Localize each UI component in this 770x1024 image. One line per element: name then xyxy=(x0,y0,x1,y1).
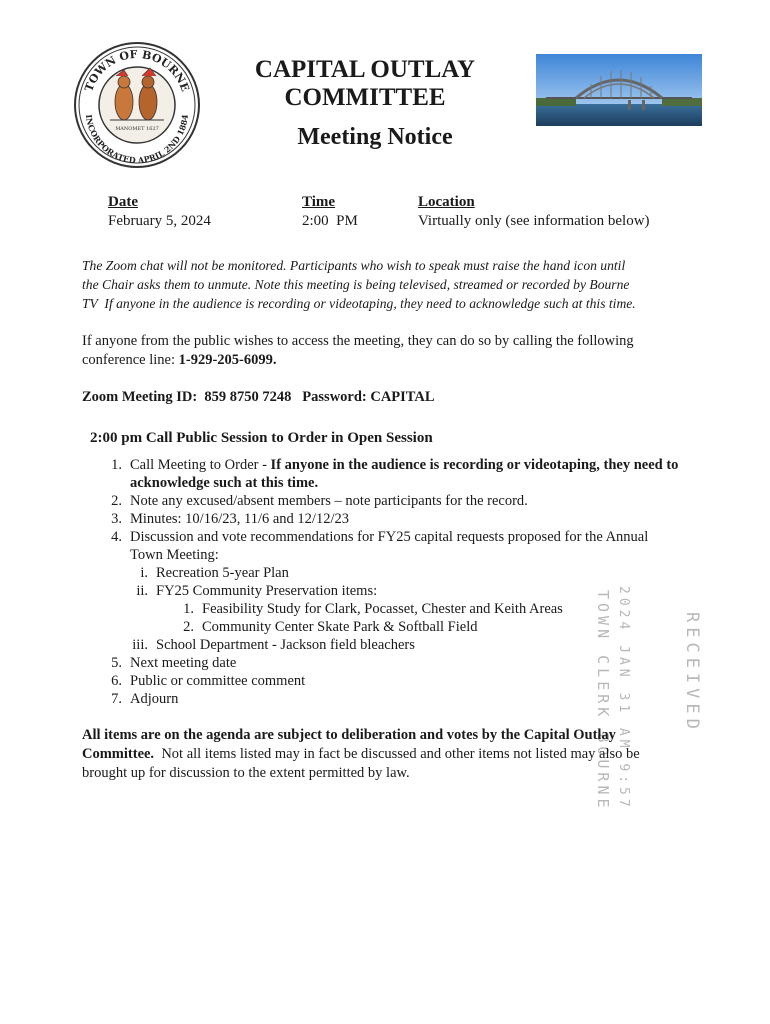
committee-title-line2: COMMITTEE xyxy=(284,84,446,111)
item-text: Next meeting date xyxy=(130,655,237,671)
agenda-subitem xyxy=(126,582,377,600)
zoom-note-line: The Zoom chat will not be monitored. Participants who wish to speak must raise the hand icon until xyxy=(82,258,626,273)
item-text: Public or committee comment xyxy=(130,673,306,689)
item-text: Community Center Skate Park & Softball Field xyxy=(202,619,478,635)
agenda-subitem xyxy=(126,636,415,654)
item-number: 6. xyxy=(111,673,122,689)
agenda-item xyxy=(100,492,528,510)
item-bold-text-cont: acknowledge such at this time. xyxy=(130,475,319,491)
zoom-note-line: TV If anyone in the audience is recording or videotaping, they need to acknowledge such at this time. xyxy=(82,296,636,311)
time-value: 2:00 PM xyxy=(302,213,358,229)
public-access-paragraph xyxy=(82,332,702,370)
received-stamp: RECEIVED xyxy=(682,612,702,734)
agenda-item xyxy=(100,528,710,564)
item-text: FY25 Community Preservation items: xyxy=(156,583,378,599)
agenda-item xyxy=(100,456,710,492)
zoom-chat-notice xyxy=(82,256,702,313)
item-text: Adjourn xyxy=(130,691,179,707)
meeting-notice-heading: Meeting Notice xyxy=(297,124,453,150)
town-seal xyxy=(72,40,202,170)
item-number: 7. xyxy=(111,691,122,707)
item-number: iii. xyxy=(132,637,148,653)
agenda-item xyxy=(100,672,305,690)
closing-bold-cont: Committee. xyxy=(82,746,155,762)
item-text: Recreation 5-year Plan xyxy=(156,565,289,581)
item-bold-text: If anyone in the audience is recording or videotaping, they need to xyxy=(270,457,679,473)
agenda-subitem xyxy=(126,564,289,582)
date-label: Date xyxy=(108,194,138,210)
item-text: Feasibility Study for Clark, Pocasset, Chester and Keith Areas xyxy=(202,601,563,617)
time-label: Time xyxy=(302,194,336,210)
item-number: ii. xyxy=(136,583,148,599)
zoom-meeting-id: Zoom Meeting ID: 859 8750 7248 Password: CAPITAL xyxy=(82,389,435,405)
item-text: Discussion and vote recommendations for FY25 capital requests proposed for the Annual xyxy=(130,529,649,545)
date-stamp: 2024 JAN 31 AM 9:57 xyxy=(616,586,631,811)
item-number: 1. xyxy=(111,457,122,473)
closing-line3: brought up for discussion to the extent permitted by law. xyxy=(82,765,410,781)
seal-ring-text-bottom: INCORPORATED APRIL 2ND 1884 xyxy=(84,113,190,166)
item-number: 2. xyxy=(183,619,194,635)
item-text-cont: Town Meeting: xyxy=(130,547,219,563)
agenda-heading: 2:00 pm Call Public Session to Order in Open Session xyxy=(90,430,433,446)
item-text: Minutes: 10/16/23, 11/6 and 12/12/23 xyxy=(130,511,349,527)
conference-phone: 1-929-205-6099. xyxy=(178,352,277,368)
location-label: Location xyxy=(418,194,475,210)
agenda-item xyxy=(100,510,349,528)
seal-center-text: MANOMET 1627 xyxy=(115,126,159,132)
agenda-subsubitem xyxy=(172,618,477,636)
item-text: Call Meeting to Order - xyxy=(130,457,271,473)
closing-bold-line: All items are on the agenda are subject to deliberation and votes by the Capital Outlay xyxy=(82,727,616,743)
access-line: If anyone from the public wishes to access the meeting, they can do so by calling the following xyxy=(82,333,634,349)
item-number: 3. xyxy=(111,511,122,527)
closing-rest: Not all items listed may in fact be discussed and other items not listed may also be xyxy=(154,746,640,762)
item-number: 4. xyxy=(111,529,122,545)
item-number: 5. xyxy=(111,655,122,671)
committee-title-line1: CAPITAL OUTLAY xyxy=(254,56,476,83)
agenda-item xyxy=(100,654,236,672)
item-number: 2. xyxy=(111,493,122,509)
closing-paragraph xyxy=(82,726,682,783)
item-text: School Department - Jackson field bleachers xyxy=(156,637,415,653)
seal-ring-text-top: TOWN OF BOURNE xyxy=(82,47,192,94)
item-text: Note any excused/absent members – note participants for the record. xyxy=(130,493,528,509)
item-number: i. xyxy=(140,565,148,581)
date-value: February 5, 2024 xyxy=(108,213,211,229)
location-value: Virtually only (see information below) xyxy=(418,213,650,229)
access-line-prefix: conference line: xyxy=(82,352,179,368)
agenda-item xyxy=(100,690,178,708)
item-number: 1. xyxy=(183,601,194,617)
agenda-subsubitem xyxy=(172,600,563,618)
bridge-photo xyxy=(536,54,702,126)
zoom-note-line: the Chair asks them to unmute. Note this meeting is being televised, streamed or recorded by Bourne xyxy=(82,277,630,292)
town-clerk-stamp: TOWN CLERK BOURNE xyxy=(594,590,612,812)
